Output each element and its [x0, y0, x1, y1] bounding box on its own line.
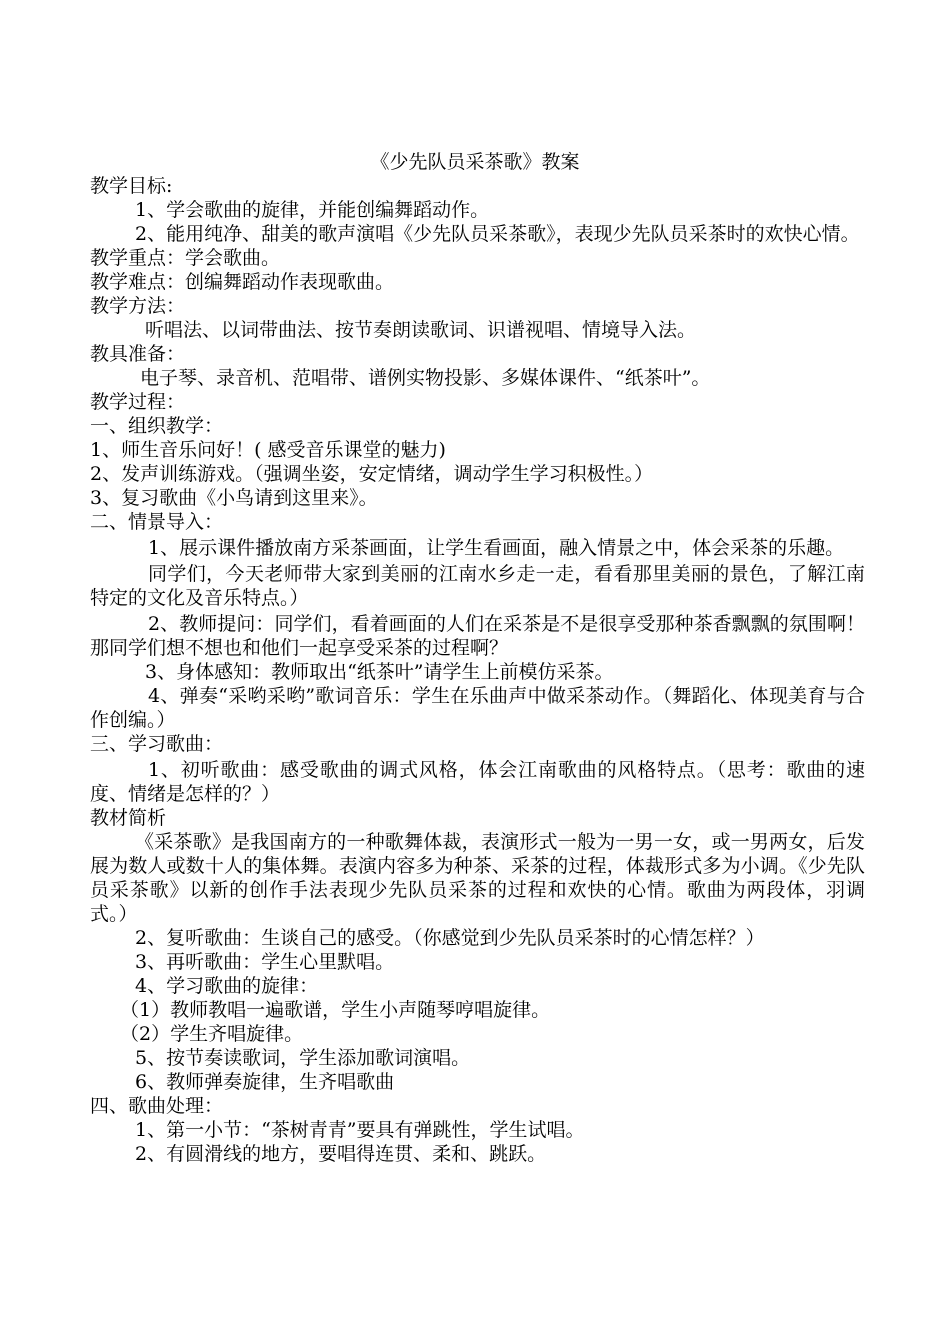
- section-3-item-4-sub-2: （2）学生齐唱旋律。: [120, 1023, 304, 1045]
- section-3-item-2: 2、复听歌曲：生谈自己的感受。（你感觉到少先队员采茶时的心情怎样？）: [135, 927, 765, 949]
- section-4-heading: 四、歌曲处理：: [90, 1095, 224, 1117]
- section-3-item-3: 3、再听歌曲：学生心里默唱。: [135, 951, 395, 973]
- section-3-item-4-sub-1: （1）教师教唱一遍歌谱，学生小声随琴哼唱旋律。: [120, 999, 551, 1021]
- section-4-item-1: 1、第一小节：“茶树青青”要具有弹跳性，学生试唱。: [135, 1119, 585, 1141]
- methods-text: 听唱法、以词带曲法、按节奏朗读歌词、识谱视唱、情境导入法。: [145, 319, 697, 341]
- section-2-item-2: 2、教师提问：同学们，看着画面的人们在采茶是不是很享受那种茶香飘飘的氛围啊！那同学们想不想也和他们一起享受采茶的过程啊？: [90, 613, 865, 659]
- objective-2: 2、能用纯净、甜美的歌声演唱《少先队员采茶歌》，表现少先队员采茶时的欢快心情。: [135, 223, 860, 245]
- section-2-item-1: 1、展示课件播放南方采茶画面，让学生看画面，融入情景之中，体会采茶的乐趣。: [148, 537, 845, 559]
- heading-objectives: 教学目标:: [90, 175, 173, 197]
- section-4-item-2: 2、有圆滑线的地方，要唱得连贯、柔和、跳跃。: [135, 1143, 547, 1165]
- section-3-item-4: 4、学习歌曲的旋律：: [135, 975, 319, 997]
- section-2-heading: 二、情景导入：: [90, 511, 224, 533]
- section-1-item-2: 2、发声训练游戏。（强调坐姿，安定情绪，调动学生学习积极性。）: [90, 463, 654, 485]
- material-analysis-heading: 教材简析: [90, 807, 167, 829]
- section-1-heading: 一、组织教学：: [90, 415, 224, 437]
- key-point: 教学重点：学会歌曲。: [90, 247, 281, 269]
- difficult-point: 教学难点：创编舞蹈动作表现歌曲。: [90, 271, 395, 293]
- materials-text: 电子琴、录音机、范唱带、谱例实物投影、多媒体课件、“纸茶叶”。: [140, 367, 711, 389]
- section-2-note: 同学们，今天老师带大家到美丽的江南水乡走一走，看看那里美丽的景色，了解江南特定的文化及音乐特点。）: [90, 563, 865, 609]
- heading-process: 教学过程：: [90, 391, 186, 413]
- section-1-item-3: 3、复习歌曲《小鸟请到这里来》。: [90, 487, 378, 509]
- document-body: [90, 174, 865, 1166]
- section-3-item-1: 1、初听歌曲：感受歌曲的调式风格，体会江南歌曲的风格特点。（思考：歌曲的速度、情绪是怎样的？）: [90, 759, 865, 805]
- section-3-heading: 三、学习歌曲：: [90, 733, 224, 755]
- document-title: 《少先队员采茶歌》教案: [370, 151, 580, 173]
- material-analysis-text: 《采茶歌》是我国南方的一种歌舞体裁，表演形式一般为一男一女，或一男两女，后发展为数人或数十人的集体舞。表演内容多为种茶、采茶的过程，体裁形式多为小调。《少先队员采茶歌》以新的创作手法表现少先队员采茶的过程和欢快的心情。歌曲为两段体，羽调式。）: [90, 831, 865, 925]
- section-2-item-3: 3、身体感知：教师取出“纸茶叶”请学生上前模仿采茶。: [145, 661, 614, 683]
- section-3-item-6: 6、教师弹奏旋律，生齐唱歌曲: [135, 1071, 395, 1093]
- heading-materials: 教具准备：: [90, 343, 186, 365]
- objective-1: 1、学会歌曲的旋律，并能创编舞蹈动作。: [135, 199, 490, 221]
- section-2-item-4: 4、弹奏“采哟采哟”歌词音乐：学生在乐曲声中做采茶动作。（舞蹈化、体现美育与合作创编。）: [90, 685, 865, 731]
- section-3-item-5: 5、按节奏读歌词，学生添加歌词演唱。: [135, 1047, 471, 1069]
- heading-methods: 教学方法：: [90, 295, 186, 317]
- section-1-item-1: 1、师生音乐问好！( 感受音乐课堂的魅力): [90, 439, 446, 461]
